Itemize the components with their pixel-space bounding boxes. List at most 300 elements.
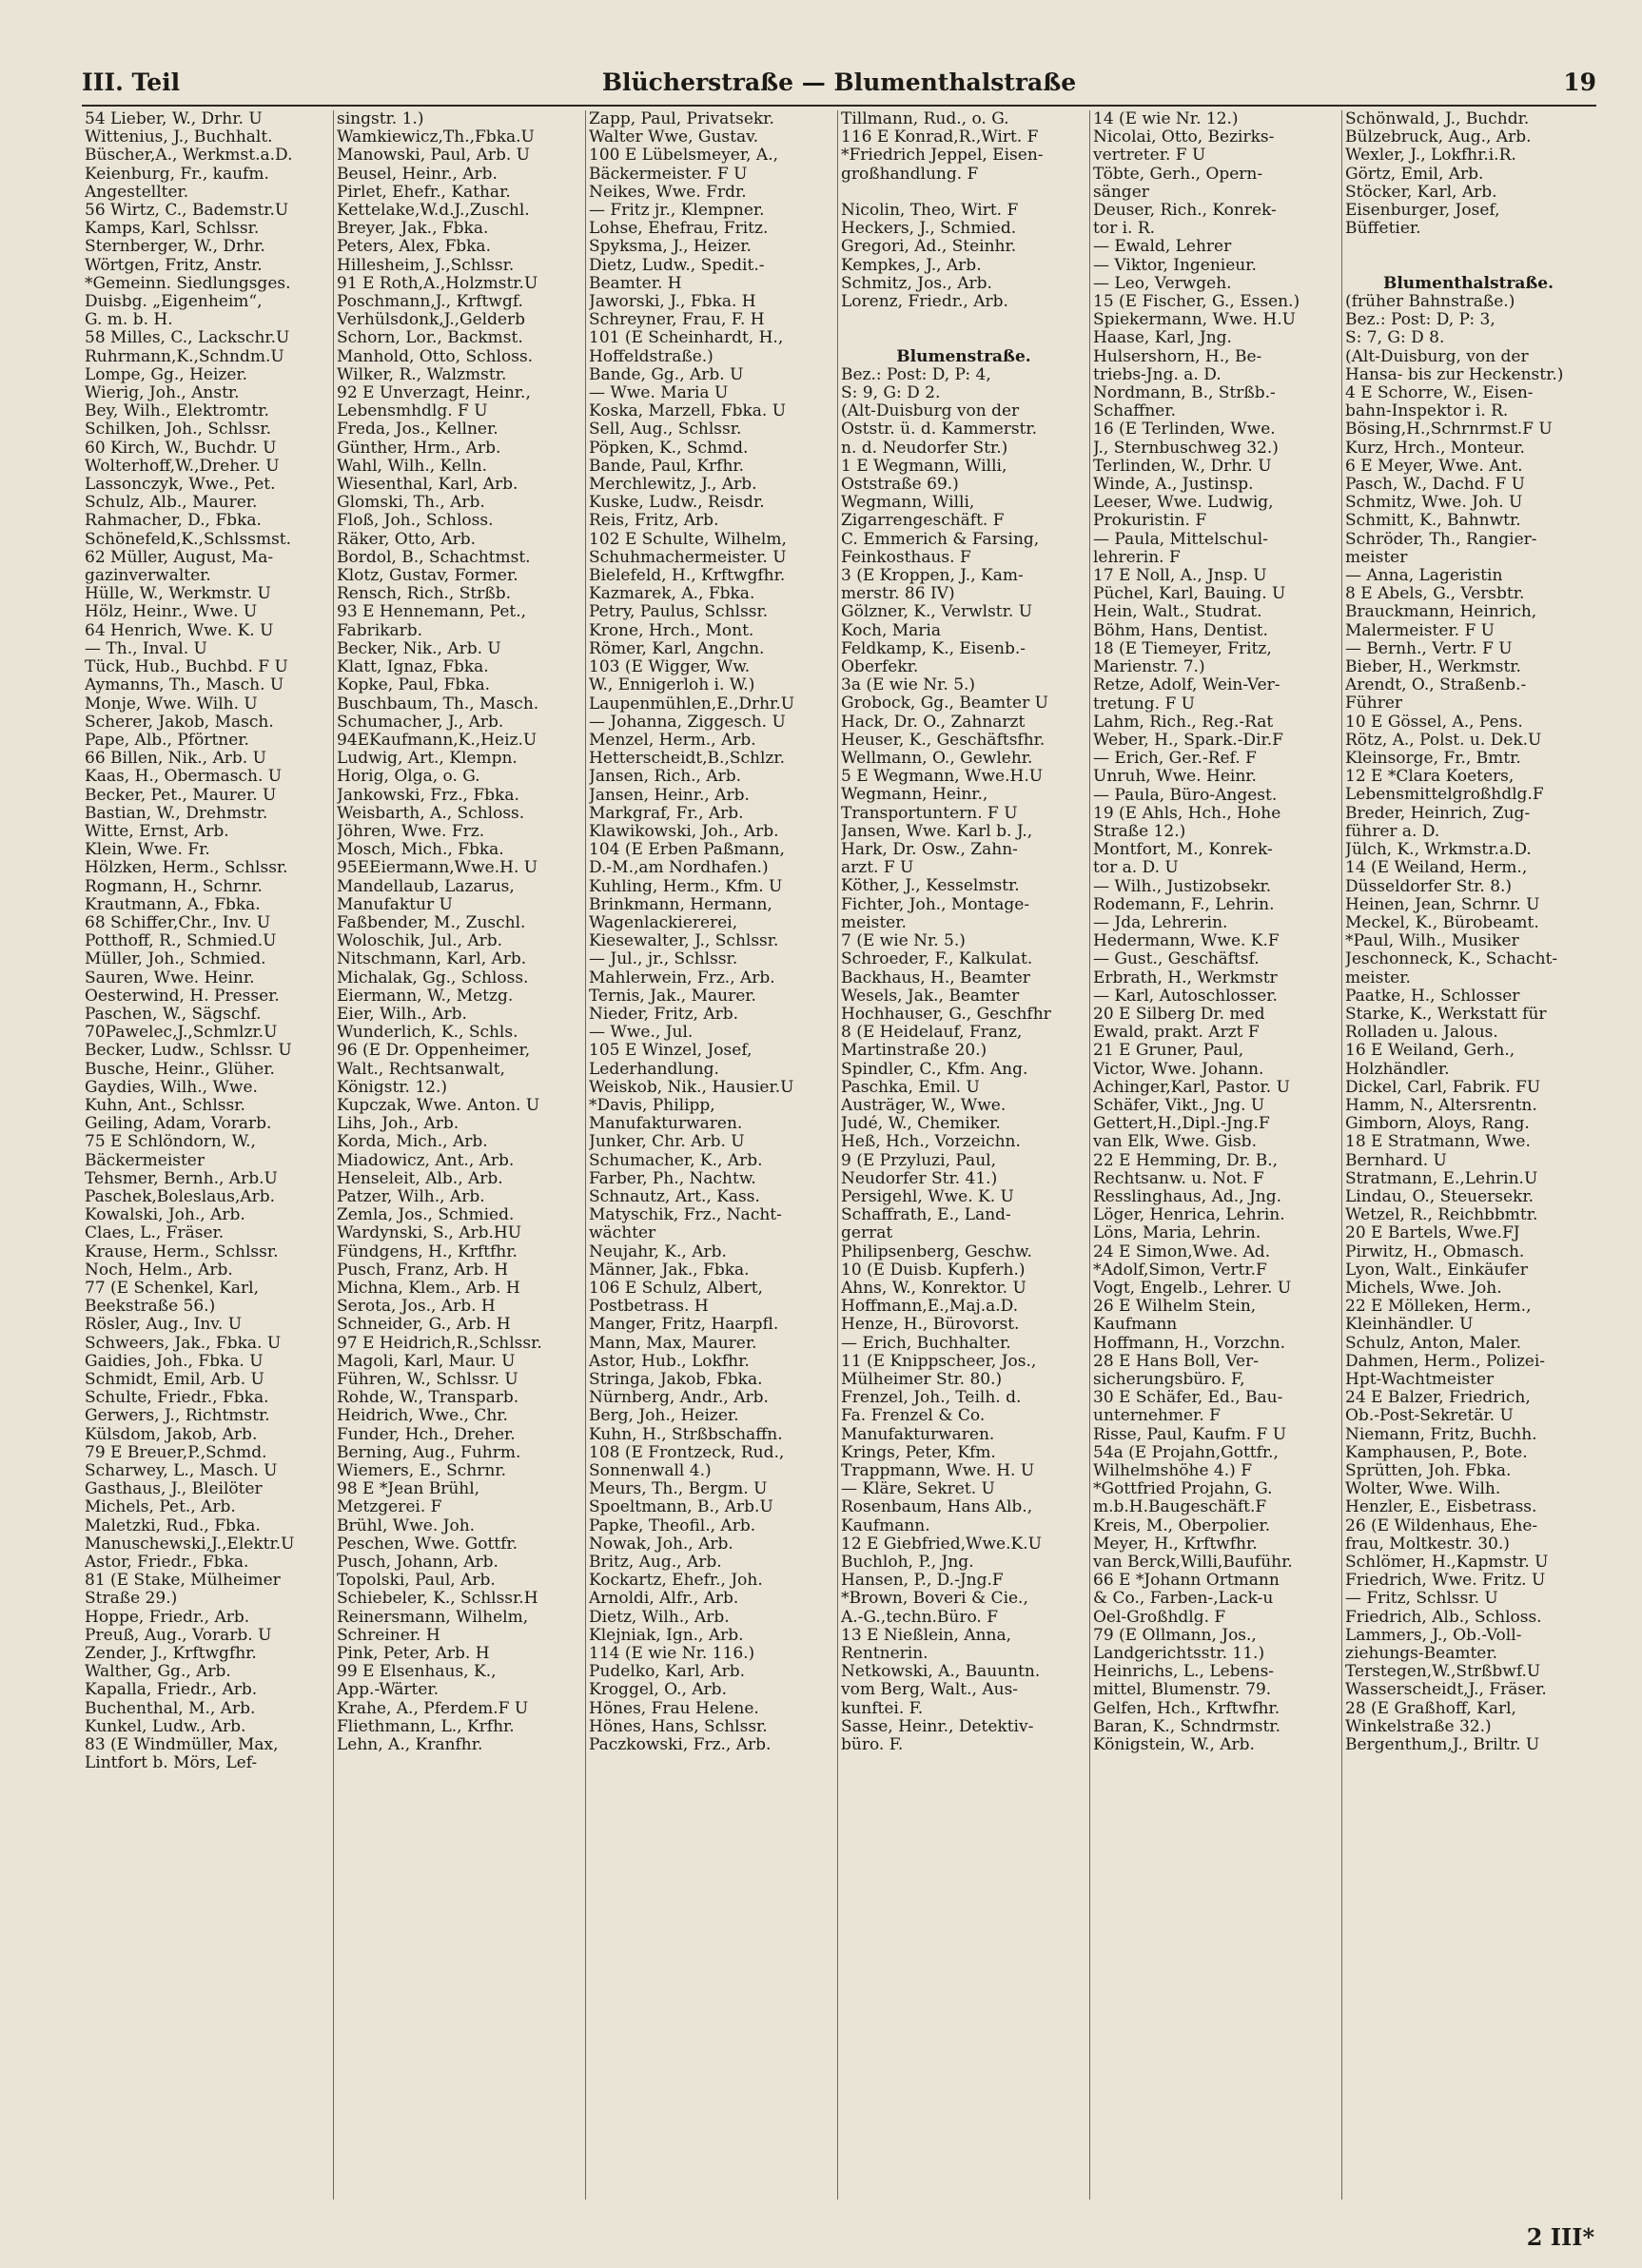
directory-entry: Kuhn, H., Strßbschaffn.: [589, 1425, 783, 1444]
directory-entry: Wiesenthal, Karl, Arb.: [337, 476, 518, 495]
directory-entry: Paschek,Boleslaus,Arb.: [85, 1187, 276, 1206]
directory-entry: Hönes, Hans, Schlssr.: [589, 1717, 768, 1736]
directory-entry: Lintfort b. Mörs, Lef-: [85, 1754, 258, 1773]
directory-entry: Kupczak, Wwe. Anton. U: [337, 1096, 540, 1115]
directory-entry: Löger, Henrica, Lehrin.: [1093, 1206, 1285, 1225]
directory-entry: Spindler, C., Kfm. Ang.: [841, 1060, 1028, 1079]
directory-entry: Fa. Frenzel & Co.: [841, 1407, 986, 1426]
directory-entry: Rolladen u. Jalous.: [1345, 1024, 1498, 1043]
directory-entry: Kempkes, J., Arb.: [841, 256, 982, 275]
running-title: Blücherstraße — Blumenthalstraße: [601, 68, 1077, 96]
directory-entry: Rodemann, F., Lehrin.: [1093, 895, 1275, 914]
street-heading: Blumenstraße.: [896, 347, 1031, 366]
directory-entry: 16 (E Terlinden, Wwe.: [1093, 420, 1276, 440]
directory-entry: Schweers, Jak., Fbka. U: [85, 1334, 282, 1353]
directory-entry: Pape, Alb., Pförtner.: [85, 731, 249, 750]
directory-entry: 14 (E wie Nr. 12.): [1093, 110, 1239, 128]
directory-entry: Bordol, B., Schachtmst.: [337, 548, 531, 567]
directory-entry: Wittenius, J., Buchhalt.: [85, 128, 273, 147]
directory-entry: Schmitz, Wwe. Joh. U: [1345, 494, 1523, 513]
directory-entry: 14 (E Weiland, Herm.,: [1345, 859, 1528, 878]
directory-entry: Nowak, Joh., Arb.: [589, 1535, 733, 1554]
directory-entry: Erbrath, H., Werkmstr: [1093, 968, 1278, 987]
directory-entry: Kaufmann: [1093, 1316, 1178, 1335]
directory-entry: Köther, J., Kesselmstr.: [841, 877, 1020, 896]
directory-entry: Fabrikarb.: [337, 621, 423, 640]
directory-entry: Schiebeler, K., Schlssr.H: [337, 1590, 538, 1609]
directory-entry: meister.: [1345, 968, 1411, 987]
directory-entry: 77 (E Schenkel, Karl,: [85, 1280, 260, 1298]
directory-entry: Eier, Wilh., Arb.: [337, 1005, 467, 1024]
directory-entry: 108 (E Frontzeck, Rud.,: [589, 1443, 785, 1462]
directory-entry: Rechtsanw. u. Not. F: [1093, 1169, 1264, 1188]
directory-entry: Victor, Wwe. Johann.: [1093, 1060, 1264, 1079]
directory-entry: Scherer, Jakob, Masch.: [85, 713, 274, 732]
directory-entry: Grobock, Gg., Beamter U: [841, 694, 1048, 714]
directory-entry: Hülle, W., Werkmstr. U: [85, 585, 271, 604]
directory-entry: Achinger,Karl, Pastor. U: [1093, 1078, 1290, 1097]
directory-entry: vertreter. F U: [1093, 147, 1206, 166]
directory-entry: Lindau, O., Steuersekr.: [1345, 1187, 1534, 1206]
directory-entry: Weiskob, Nik., Hausier.U: [589, 1078, 794, 1097]
directory-entry: 7 (E wie Nr. 5.): [841, 932, 966, 951]
directory-entry: Fliethmann, L., Krfhr.: [337, 1717, 515, 1736]
directory-entry: Brauckmann, Heinrich,: [1345, 603, 1537, 622]
directory-entry: Wesels, Jak., Beamter: [841, 987, 1020, 1006]
directory-entry: Straße 12.): [1093, 822, 1186, 841]
directory-entry: — Anna, Lageristin: [1345, 567, 1503, 586]
directory-entry: Paschka, Emil. U: [841, 1078, 980, 1097]
directory-entry: Gelfen, Hch., Krftwfhr.: [1093, 1699, 1280, 1718]
directory-entry: 91 E Roth,A.,Holzmstr.U: [337, 274, 538, 293]
directory-entry: Führen, W., Schlssr. U: [337, 1371, 518, 1390]
directory-entry: Markgraf, Fr., Arb.: [589, 804, 744, 823]
directory-entry: Schuhmachermeister. U: [589, 548, 787, 567]
directory-entry: Glomski, Th., Arb.: [337, 494, 485, 513]
directory-entry: 8 (E Heidelauf, Franz,: [841, 1024, 1023, 1043]
directory-entry: 97 E Heidrich,R.,Schlssr.: [337, 1334, 542, 1353]
directory-entry: Niemann, Fritz, Buchh.: [1345, 1425, 1537, 1444]
directory-entry: Manufaktur U: [337, 895, 453, 914]
directory-entry: Menzel, Herm., Arb.: [589, 731, 756, 750]
directory-entry: 30 E Schäfer, Ed., Bau-: [1093, 1389, 1283, 1408]
directory-entry: Mann, Max, Maurer.: [589, 1334, 757, 1353]
directory-entry: *Davis, Philipp,: [589, 1096, 715, 1115]
directory-entry: Schaffrath, E., Land-: [841, 1206, 1011, 1225]
directory-entry: Becker, Ludw., Schlssr. U: [85, 1042, 292, 1061]
directory-entry: (Alt-Duisburg von der: [841, 402, 1020, 421]
directory-entry: Heinen, Jean, Schrnr. U: [1345, 895, 1540, 914]
directory-entry: Oberfekr.: [841, 658, 919, 677]
directory-entry: 66 Billen, Nik., Arb. U: [85, 750, 266, 769]
directory-entry: Matyschik, Frz., Nacht-: [589, 1206, 782, 1225]
directory-entry: Kettelake,W.d.J.,Zuschl.: [337, 202, 530, 221]
directory-entry: Gimborn, Aloys, Rang.: [1345, 1115, 1530, 1134]
directory-entry: — Jul., jr., Schlssr.: [589, 950, 738, 969]
directory-entry: Straße 29.): [85, 1590, 178, 1609]
directory-entry: Schneider, G., Arb. H: [337, 1316, 511, 1335]
directory-entry: 8 E Abels, G., Versbtr.: [1345, 585, 1525, 604]
directory-entry: Merchlewitz, J., Arb.: [589, 476, 757, 495]
directory-entry: wächter: [589, 1224, 656, 1243]
directory-entry: Manhold, Otto, Schloss.: [337, 347, 534, 366]
directory-entry: Wardynski, S., Arb.HU: [337, 1224, 522, 1243]
directory-entry: Kroggel, O., Arb.: [589, 1681, 727, 1700]
directory-entry: Wellmann, O., Gewlehr.: [841, 750, 1033, 769]
directory-entry: Magoli, Karl, Maur. U: [337, 1352, 516, 1371]
directory-entry: Baran, K., Schndrmstr.: [1093, 1717, 1280, 1736]
directory-entry: 92 E Unverzagt, Heinr.,: [337, 384, 531, 403]
directory-entry: Risse, Paul, Kaufm. F U: [1093, 1425, 1287, 1444]
columns: [82, 110, 1596, 2200]
directory-entry: Wilker, R., Walzmstr.: [337, 365, 507, 384]
directory-entry: Topolski, Paul, Arb.: [337, 1572, 496, 1591]
directory-entry: Lebensmhdlg. F U: [337, 402, 488, 421]
directory-entry: Büscher,A., Werkmst.a.D.: [85, 147, 293, 166]
directory-entry: Römer, Karl, Angchn.: [589, 639, 765, 658]
directory-entry: 24 E Simon,Wwe. Ad.: [1093, 1242, 1271, 1261]
directory-entry: 28 E Hans Boll, Ver-: [1093, 1352, 1259, 1371]
directory-entry: — Erich, Ger.-Ref. F: [1093, 750, 1257, 769]
directory-entry: Hochhauser, G., Geschfhr: [841, 1005, 1051, 1024]
directory-entry: Woloschik, Jul., Arb.: [337, 932, 503, 951]
directory-entry: Meurs, Th., Bergm. U: [589, 1480, 768, 1499]
directory-entry: Schäfer, Vikt., Jng. U: [1093, 1096, 1265, 1115]
directory-entry: Nitschmann, Karl, Arb.: [337, 950, 527, 969]
directory-entry: 96 (E Dr. Oppenheimer,: [337, 1042, 531, 1061]
directory-entry: Michels, Wwe. Joh.: [1345, 1279, 1502, 1298]
directory-entry: Schmitt, K., Bahnwtr.: [1345, 512, 1521, 531]
directory-entry: Astor, Hub., Lokfhr.: [589, 1352, 750, 1371]
directory-entry: J., Sternbuschweg 32.): [1093, 439, 1279, 458]
directory-entry: Stringa, Jakob, Fbka.: [589, 1371, 763, 1390]
directory-entry: Schumacher, J., Arb.: [337, 713, 504, 732]
directory-entry: Schröder, Th., Rangier-: [1345, 530, 1537, 549]
directory-entry: 15 (E Fischer, G., Essen.): [1093, 293, 1300, 312]
directory-entry: Dietz, Ludw., Spedit.-: [589, 256, 765, 275]
directory-entry: Schmidt, Emil, Arb. U: [85, 1371, 264, 1390]
directory-entry: — Kläre, Sekret. U: [841, 1480, 995, 1499]
directory-entry: Ruhrmann,K.,Schndm.U: [85, 347, 284, 366]
spacer: [841, 329, 1086, 347]
directory-entry: Hark, Dr. Osw., Zahn-: [841, 841, 1018, 860]
directory-entry: 116 E Konrad,R.,Wirt. F: [841, 128, 1039, 147]
directory-entry: Floß, Joh., Schloss.: [337, 512, 494, 531]
directory-entry: 26 E Wilhelm Stein,: [1093, 1298, 1257, 1317]
directory-entry: Kockartz, Ehefr., Joh.: [589, 1572, 763, 1591]
directory-entry: Hpt-Wachtmeister: [1345, 1370, 1495, 1389]
directory-entry: Arendt, O., Straßenb.-: [1345, 676, 1527, 695]
directory-entry: 26 (E Wildenhaus, Ehe-: [1345, 1516, 1538, 1535]
directory-entry: *Gottfried Projahn, G.: [1093, 1480, 1273, 1499]
directory-entry: 9 (E Przyluzi, Paul,: [841, 1151, 996, 1170]
part-label: III. Teil: [82, 68, 181, 96]
directory-entry: (früher Bahnstraße.): [1345, 293, 1515, 311]
directory-entry: Kreis, M., Oberpolier.: [1093, 1516, 1271, 1535]
header-rule: [82, 105, 1596, 107]
directory-entry: Henseleit, Alb., Arb.: [337, 1169, 503, 1188]
directory-entry: 93 E Hennemann, Pet.,: [337, 603, 527, 622]
directory-entry: Weber, H., Spark.-Dir.F: [1093, 731, 1283, 750]
directory-entry: W., Ennigerloh i. W.): [589, 676, 755, 695]
directory-entry: Montfort, M., Konrek-: [1093, 841, 1273, 860]
directory-entry: Meckel, K., Bürobeamt.: [1345, 913, 1539, 932]
directory-entry: Schulz, Alb., Maurer.: [85, 494, 258, 513]
directory-entry: Hoffmann,E.,Maj.a.D.: [841, 1298, 1019, 1317]
directory-entry: Laupenmühlen,E.,Drhr.U: [589, 694, 795, 714]
directory-entry: Hoppe, Friedr., Arb.: [85, 1608, 250, 1627]
directory-entry: Krahe, A., Pferdem.F U: [337, 1699, 529, 1718]
directory-entry: Schorn, Lor., Backmst.: [337, 329, 523, 348]
directory-entry: Königstein, W., Arb.: [1093, 1736, 1255, 1755]
directory-entry: kunftei. F.: [841, 1699, 924, 1718]
directory-entry: Schaffner.: [1093, 402, 1177, 421]
directory-entry: Eisenburger, Josef,: [1345, 202, 1500, 221]
directory-entry: 68 Schiffer,Chr., Inv. U: [85, 913, 271, 932]
directory-entry: Fündgens, H., Krftfhr.: [337, 1242, 518, 1261]
directory-entry: Görtz, Emil, Arb.: [1345, 165, 1484, 184]
directory-entry: Wörtgen, Fritz, Anstr.: [85, 256, 263, 275]
directory-entry: Nürnberg, Andr., Arb.: [589, 1389, 769, 1408]
directory-entry: Schulz, Anton, Maler.: [1345, 1334, 1522, 1353]
directory-entry: App.-Wärter.: [337, 1681, 440, 1700]
directory-entry: Angestellter.: [85, 183, 189, 202]
directory-entry: Beusel, Heinr., Arb.: [337, 165, 498, 184]
spacer: [841, 184, 1086, 202]
directory-entry: 12 E *Clara Koeters,: [1345, 768, 1515, 787]
directory-entry: Bez.: Post: D, P: 4,: [841, 365, 991, 384]
directory-entry: Lihs, Joh., Arb.: [337, 1115, 459, 1134]
directory-entry: Henzler, E., Eisbetrass.: [1345, 1498, 1537, 1517]
directory-entry: Hamm, N., Altersrentn.: [1345, 1096, 1537, 1115]
directory-entry: Hein, Walt., Studrat.: [1093, 603, 1262, 622]
directory-entry: Peters, Alex, Fbka.: [337, 238, 491, 257]
directory-entry: — Fritz jr., Klempner.: [589, 202, 765, 221]
directory-entry: Ludwig, Art., Klempn.: [337, 750, 518, 769]
directory-entry: tor i. R.: [1093, 220, 1156, 239]
directory-entry: Kleinhändler. U: [1345, 1316, 1474, 1335]
directory-entry: Manuschewski,J.,Elektr.U: [85, 1535, 295, 1554]
directory-entry: Buchloh, P., Jng.: [841, 1554, 974, 1572]
directory-entry: 18 (E Tiemeyer, Fritz,: [1093, 639, 1272, 658]
directory-entry: Heuser, K., Geschäftsfhr.: [841, 731, 1046, 750]
directory-entry: Gasthaus, J., Bleilöter: [85, 1480, 263, 1499]
directory-entry: Leeser, Wwe. Ludwig,: [1093, 494, 1274, 513]
directory-entry: Lyon, Walt., Einkäufer: [1345, 1261, 1528, 1280]
directory-entry: Kapalla, Friedr., Arb.: [85, 1681, 258, 1700]
directory-entry: Friedrich, Alb., Schloss.: [1345, 1608, 1542, 1627]
directory-entry: Meyer, H., Krftwfhr.: [1093, 1535, 1258, 1554]
directory-entry: Miadowicz, Ant., Arb.: [337, 1151, 515, 1170]
directory-entry: Nordmann, B., Strßb.-: [1093, 384, 1276, 403]
directory-entry: Papke, Theofil., Arb.: [589, 1516, 756, 1535]
directory-entry: *Brown, Boveri & Cie.,: [841, 1590, 1028, 1609]
directory-entry: 54a (E Projahn,Gottfr.,: [1093, 1443, 1279, 1462]
directory-entry: Rahmacher, D., Fbka.: [85, 512, 262, 531]
directory-entry: Claes, L., Fräser.: [85, 1224, 225, 1243]
directory-entry: Postbetrass. H: [589, 1298, 709, 1317]
spacer: [841, 311, 1086, 329]
directory-entry: Kuhn, Ant., Schlssr.: [85, 1096, 245, 1115]
directory-entry: Fichter, Joh., Montage-: [841, 895, 1030, 914]
directory-entry: 11 (E Knippscheer, Jos.,: [841, 1352, 1037, 1371]
directory-entry: Bäckermeister. F U: [589, 165, 748, 184]
directory-entry: m.b.H.Baugeschäft.F: [1093, 1498, 1267, 1517]
directory-entry: 20 E Bartels, Wwe.FJ: [1345, 1224, 1520, 1243]
directory-entry: 60 Kirch, W., Buchdr. U: [85, 439, 277, 458]
directory-entry: 104 (E Erben Paßmann,: [589, 841, 785, 860]
directory-entry: Buschbaum, Th., Masch.: [337, 694, 539, 714]
directory-entry: Astor, Friedr., Fbka.: [85, 1554, 249, 1573]
directory-entry: Gregori, Ad., Steinhr.: [841, 238, 1017, 257]
directory-entry: Königstr. 12.): [337, 1078, 448, 1097]
directory-entry: Kuske, Ludw., Reisdr.: [589, 494, 765, 513]
street-heading: Blumenthalstraße.: [1382, 274, 1554, 293]
directory-entry: 1 E Wegmann, Willi,: [841, 457, 1007, 476]
directory-entry: Berg, Joh., Heizer.: [589, 1407, 739, 1426]
directory-entry: *Adolf,Simon, Vertr.F: [1093, 1261, 1267, 1280]
directory-entry: 3a (E wie Nr. 5.): [841, 676, 976, 695]
directory-entry: Hack, Dr. O., Zahnarzt: [841, 713, 1026, 732]
column-1: [82, 110, 334, 2200]
directory-entry: Lebensmittelgroßhdlg.F: [1345, 786, 1544, 805]
directory-entry: Frenzel, Joh., Teilh. d.: [841, 1389, 1022, 1408]
directory-entry: Ewald, prakt. Arzt F: [1093, 1024, 1260, 1043]
directory-entry: Stratmann, E.,Lehrin.U: [1345, 1169, 1538, 1188]
directory-entry: — Paula, Mittelschul-: [1093, 530, 1268, 549]
directory-entry: 81 (E Stake, Mülheimer: [85, 1572, 281, 1591]
directory-entry: Sternberger, W., Drhr.: [85, 238, 265, 257]
directory-entry: 28 (E Graßhoff, Karl,: [1345, 1699, 1516, 1718]
directory-entry: Buchenthal, M., Arb.: [85, 1699, 256, 1718]
directory-entry: 58 Milles, C., Lackschr.U: [85, 329, 290, 348]
directory-entry: Püchel, Karl, Bauing. U: [1093, 585, 1286, 604]
directory-entry: Pasch, W., Dachd. F U: [1345, 476, 1525, 495]
directory-entry: 22 E Mölleken, Herm.,: [1345, 1298, 1532, 1317]
directory-entry: Michalak, Gg., Schloss.: [337, 968, 529, 987]
directory-entry: 4 E Schorre, W., Eisen-: [1345, 384, 1534, 403]
directory-entry: — Ewald, Lehrer: [1093, 238, 1232, 257]
directory-entry: Klawikowski, Joh., Arb.: [589, 822, 779, 841]
page-number: 19: [1563, 68, 1596, 96]
directory-entry: Wolter, Wwe. Wilh.: [1345, 1480, 1501, 1499]
directory-entry: Patzer, Wilh., Arb.: [337, 1187, 485, 1206]
directory-entry: 106 E Schulz, Albert,: [589, 1280, 763, 1298]
directory-entry: Nieder, Fritz, Arb.: [589, 1005, 739, 1024]
directory-entry: führer a. D.: [1345, 822, 1440, 841]
directory-entry: Petry, Paulus, Schlssr.: [589, 603, 769, 622]
directory-entry: Dietz, Wilh., Arb.: [589, 1608, 730, 1627]
directory-entry: Bäckermeister: [85, 1151, 205, 1170]
directory-entry: Pirlet, Ehefr., Kathar.: [337, 183, 511, 202]
directory-entry: Rohde, W., Transparb.: [337, 1389, 519, 1408]
directory-entry: Hansen, P., D.-Jng.F: [841, 1572, 1004, 1591]
directory-entry: Löns, Maria, Lehrin.: [1093, 1224, 1261, 1243]
directory-entry: Funder, Hch., Dreher.: [337, 1425, 516, 1444]
directory-entry: Spyksma, J., Heizer.: [589, 238, 752, 257]
directory-entry: Gölzner, K., Verwlstr. U: [841, 603, 1033, 622]
directory-entry: Tillmann, Rud., o. G.: [841, 110, 1009, 128]
directory-entry: Krautmann, A., Fbka.: [85, 895, 261, 914]
directory-entry: Rentnerin.: [841, 1645, 929, 1664]
directory-entry: Bande, Gg., Arb. U: [589, 365, 744, 384]
directory-entry: *Gemeinn. Siedlungsges.: [85, 274, 291, 293]
column-5: [1090, 110, 1342, 2200]
directory-entry: 99 E Elsenhaus, K.,: [337, 1663, 497, 1682]
directory-entry: Ternis, Jak., Maurer.: [589, 987, 756, 1006]
directory-entry: Spiekermann, Wwe. H.U: [1093, 311, 1296, 330]
directory-entry: Koska, Marzell, Fbka. U: [589, 402, 787, 421]
directory-entry: Gaydies, Wilh., Wwe.: [85, 1078, 258, 1097]
directory-entry: Zemla, Jos., Schmied.: [337, 1206, 515, 1225]
directory-entry: 70Pawelec,J.,Schmlzr.U: [85, 1024, 278, 1043]
directory-entry: Lehn, A., Kranfhr.: [337, 1736, 483, 1755]
directory-entry: Wiemers, E., Schrnr.: [337, 1462, 506, 1481]
directory-entry: *Friedrich Jeppel, Eisen-: [841, 147, 1044, 166]
directory-entry: Becker, Nik., Arb. U: [337, 639, 501, 658]
directory-entry: Zapp, Paul, Privatsekr.: [589, 110, 774, 128]
directory-entry: tretung. F U: [1093, 694, 1195, 714]
directory-entry: Arnoldi, Alfr., Arb.: [589, 1590, 739, 1609]
directory-entry: 98 E *Jean Brühl,: [337, 1480, 480, 1499]
directory-entry: Dahmen, Herm., Polizei-: [1345, 1352, 1546, 1371]
directory-entry: Hölz, Heinr., Wwe. U: [85, 603, 258, 622]
directory-entry: 18 E Stratmann, Wwe.: [1345, 1133, 1531, 1152]
directory-entry: Wasserscheidt,J., Fräser.: [1345, 1681, 1547, 1700]
directory-entry: D.-M.,am Nordhafen.): [589, 859, 769, 878]
directory-entry: (Alt-Duisburg, von der: [1345, 347, 1529, 366]
directory-entry: tor a. D. U: [1093, 859, 1179, 878]
directory-entry: 6 E Meyer, Wwe. Ant.: [1345, 457, 1523, 476]
directory-entry: C. Emmerich & Farsing,: [841, 530, 1040, 549]
directory-entry: Bülzebruck, Aug., Arb.: [1345, 128, 1532, 147]
directory-entry: Oel-Großhdlg. F: [1093, 1608, 1226, 1627]
directory-entry: Zigarrengeschäft. F: [841, 512, 1005, 531]
directory-entry: Witte, Ernst, Arb.: [85, 822, 229, 841]
directory-entry: meister: [1345, 548, 1408, 567]
directory-entry: — Karl, Autoschlosser.: [1093, 987, 1278, 1006]
directory-entry: 12 E Giebfried,Wwe.K.U: [841, 1535, 1042, 1554]
directory-entry: Friedrich, Wwe. Fritz. U: [1345, 1572, 1546, 1591]
directory-entry: Kunkel, Ludw., Arb.: [85, 1717, 246, 1736]
directory-entry: Stöcker, Karl, Arb.: [1345, 183, 1497, 202]
directory-entry: Henze, H., Bürovorst.: [841, 1316, 1020, 1335]
directory-entry: Retze, Adolf, Wein-Ver-: [1093, 676, 1280, 695]
directory-entry: Schilken, Joh., Schlssr.: [85, 420, 271, 440]
directory-entry: S: 9, G: D 2.: [841, 384, 941, 402]
directory-entry: 22 E Hemming, Dr. B.,: [1093, 1151, 1279, 1170]
directory-entry: Paczkowski, Frz., Arb.: [589, 1736, 772, 1755]
directory-entry: Kurz, Hrch., Monteur.: [1345, 439, 1525, 458]
directory-entry: Winde, A., Justinsp.: [1093, 476, 1254, 495]
directory-entry: lehrerin. F: [1093, 548, 1181, 567]
directory-entry: großhandlung. F: [841, 165, 979, 184]
directory-entry: Persigehl, Wwe. K. U: [841, 1187, 1014, 1206]
directory-entry: Gerwers, J., Richtmstr.: [85, 1407, 270, 1426]
directory-entry: 75 E Schlöndorn, W.,: [85, 1133, 256, 1152]
directory-entry: & Co., Farben-,Lack-u: [1093, 1590, 1274, 1609]
directory-entry: Lammers, J., Ob.-Voll-: [1345, 1626, 1522, 1645]
directory-entry: Krone, Hrch., Mont.: [589, 621, 754, 640]
directory-entry: Korda, Mich., Arb.: [337, 1133, 488, 1152]
directory-entry: frau, Moltkestr. 30.): [1345, 1535, 1510, 1554]
directory-entry: Oesterwind, H. Presser.: [85, 987, 280, 1006]
directory-entry: ziehungs-Beamter.: [1345, 1645, 1498, 1664]
directory-entry: Manowski, Paul, Arb. U: [337, 147, 530, 166]
directory-entry: Rensch, Rich., Strßb.: [337, 585, 511, 604]
directory-entry: 83 (E Windmüller, Max,: [85, 1736, 279, 1755]
spacer: [1345, 257, 1592, 275]
